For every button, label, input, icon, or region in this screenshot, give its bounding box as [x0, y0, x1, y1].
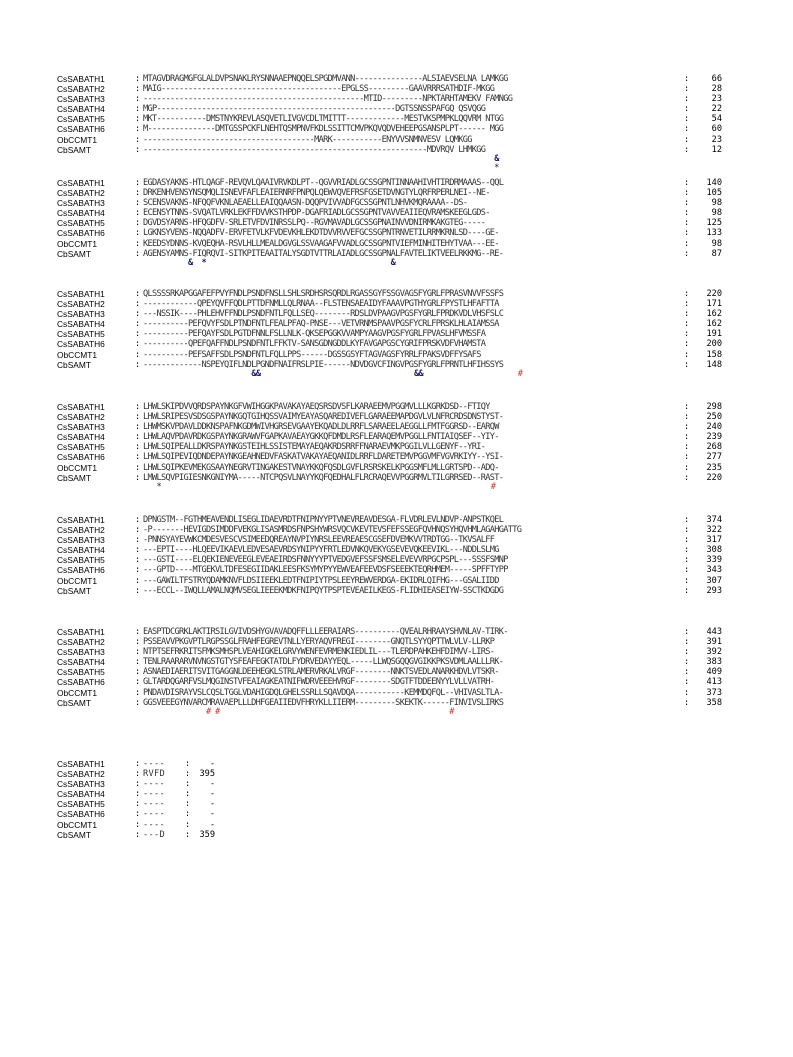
separator: : — [135, 647, 141, 658]
residue-count: 307 — [706, 575, 722, 586]
residue-count: 240 — [706, 422, 722, 433]
separator: : — [135, 697, 141, 708]
separator: : — [135, 198, 141, 209]
separator: : — [135, 535, 141, 546]
residue-count: 220 — [706, 472, 722, 483]
sequence-text: PSSEAVVPKGVPTLRGPSSGLFRAHFEGREVTNLLYERYAQVFREGI--------GNQTLSYYQPTTWLVLV-LLRKP — [143, 637, 495, 648]
sequence-text: LHWLSQIPEALLDKRSPAYNKGSTEIHLSSISTEMAYAEQAKRDSRRFFNARAEVMKPGGILVLLGENYF--YRI- — [143, 442, 486, 453]
sequence-name: CsSABATH2 — [57, 525, 105, 536]
separator: : — [135, 759, 141, 769]
sequence-name: CsSABATH3 — [57, 647, 105, 658]
sequence-name: CsSABATH1 — [57, 759, 105, 769]
sequence-text: ASNAEDIAERITSVITGAGGNLDEEHEGKLSTRLAMERVRKALVRGF--------NNKTSVEDLANARKHDVLVTSKR- — [143, 667, 499, 678]
separator: : — [684, 198, 690, 209]
sequence-name: CsSABATH1 — [57, 178, 105, 188]
sequence-text: DGVDSYARNS-HFQGDFV-SRLETVFDVINRSSLPQ--RGVMAVADLGCSSGPNAINVVDNIRMKAKGTEG----- — [143, 218, 486, 229]
separator: : — [135, 134, 141, 145]
sequence-text: MTAGVDRAGMGFGLALDVPSNAKLRYSNNAAEPNQQELSPGDMVANN---------------ALSIAEVSELNA LAMKGG — [143, 74, 508, 84]
sequence-text: GGSVEEEGYNVARCMRAVAEPLLLDHFGEAIIEDVFHRYKLLIIERM---------SKEKTK------FINVIVSLIRKS — [143, 697, 504, 708]
residue-count: 191 — [706, 329, 722, 340]
separator: : — [684, 114, 690, 125]
separator: : — [684, 687, 690, 698]
sequence-name: CsSABATH5 — [57, 555, 105, 566]
sequence-text: GLTARDQGARFVSLMQGINSTVFEAIAGKEATNIFWDRVEEEHVRGF--------SDGTFTDDEENYYLVLLVATRH- — [143, 677, 495, 688]
separator: : — [135, 144, 141, 155]
residue-count: 343 — [706, 565, 722, 576]
residue-count: 60 — [711, 124, 722, 135]
separator: : — [135, 248, 141, 259]
sequence-text: PNDAVDISRAYVSLCQSLTGGLVDAHIGDQLGHELSSRLLSQAVDQA-----------KEMMDQFQL--VHIVASLTLA- — [143, 687, 504, 698]
separator: : — [185, 779, 191, 790]
separator: : — [684, 575, 690, 586]
separator: : — [684, 432, 690, 443]
residue-count: 23 — [711, 94, 722, 105]
separator: : — [684, 349, 690, 360]
separator: : — [185, 789, 191, 800]
sequence-name: ObCCMT1 — [57, 349, 98, 360]
sequence-text: ---D — [143, 829, 165, 840]
separator: : — [684, 218, 690, 229]
sequence-text: KEEDSYDNNS-KVQEQHA-RSVLHLLMEALDGVGLSSVAAGAFVVADLGCSSGPNTVIEFMINHITEHYTVAA---EE- — [143, 238, 499, 249]
separator: : — [135, 545, 141, 556]
separator: : — [684, 188, 690, 199]
separator: : — [684, 289, 690, 299]
separator: : — [135, 74, 141, 84]
separator: : — [684, 677, 690, 688]
residue-count: 268 — [706, 442, 722, 453]
conservation-mark: & — [143, 153, 499, 164]
separator: : — [135, 779, 141, 790]
sequence-name: CbSAMT — [57, 248, 91, 259]
sequence-name: CsSABATH3 — [57, 94, 105, 105]
residue-count: - — [209, 779, 215, 790]
separator: : — [135, 359, 141, 370]
sequence-name: CsSABATH2 — [57, 299, 105, 310]
residue-count: 200 — [706, 339, 722, 350]
sequence-text: LHWLAQVPDAVRDKGSPAYNKGRAWVFGAPKAVAEAYGKKQFDMDLRSFLEARAQEMVPGGLLFNTIAIQSEF--YIY- — [143, 432, 499, 443]
separator: : — [684, 555, 690, 566]
separator: : — [135, 329, 141, 340]
separator: : — [135, 94, 141, 105]
separator: : — [135, 422, 141, 433]
sequence-text: LHWLSQIPEVIQDNDEPAYNKGEAHNEDVFASKATVAKAYAEQANIDLRRFLDARETEMVPGGVMFVGVRKIYY--YSI- — [143, 452, 504, 463]
separator: : — [135, 462, 141, 473]
sequence-name: ObCCMT1 — [57, 687, 98, 698]
residue-count: - — [209, 759, 215, 769]
sequence-text: DPNGSTM--FGTHMEAVENDLISEGLIDAEVRDTFNIPNYYPTVNEVREAVDESGA-FLVDRLEVLNDVP-ANPSTKQEL — [143, 515, 504, 525]
residue-count: 383 — [706, 657, 722, 668]
residue-count: 22 — [711, 104, 722, 115]
residue-count: 308 — [706, 545, 722, 556]
residue-count: 133 — [706, 228, 722, 239]
separator: : — [684, 627, 690, 637]
separator: : — [684, 329, 690, 340]
sequence-text: LMWLSQVPIGIESNKGNIYMA-----NTCPQSVLNAYYKQFQEDHALFLRCRAQEVVPGGRMVLTILGRRSED--RAST- — [143, 472, 504, 483]
sequence-text: ------------QPEYQVFFQDLPTTDFNMLLQLRNAA--FLSTENSAEAIDYFAAAVPGTHYGRLFPYSTLHFAFTTA — [143, 299, 499, 310]
sequence-text: ----------QPEFQAFFNDLPSNDFNTLFFKTV-SANSGDNGDDLKYFAVGAPGSCYGRIFPRSKVDFVHAMSTA — [143, 339, 486, 350]
residue-count: 293 — [706, 585, 722, 596]
sequence-name: CsSABATH6 — [57, 452, 105, 463]
separator: : — [684, 545, 690, 556]
separator: : — [684, 309, 690, 320]
sequence-text: TENLRAARARVNVNGSTGTYSFEAFEGKTATDLFYDRVEDAYYEQL-----LLWQSGQQGVGIKKPKSVDMLAALLLRK- — [143, 657, 504, 668]
sequence-name: CsSABATH3 — [57, 198, 105, 209]
separator: : — [135, 829, 141, 840]
sequence-text: LHWMSKVPDAVLDDKNSPAFNKGDMWIVHGRSEVGAAYEKQADLDLRRFLSARAEELAEGGLLFMTFGGRSD--EARQW — [143, 422, 499, 433]
sequence-text: ---EPTI----HLQEEVIKAEVLEDVESAEVRDSYNIPYYFRTLEDVNKQVEKYGSEVEVQKEEVIKL---NDDLSLMG — [143, 545, 499, 556]
sequence-text: ---- — [143, 779, 165, 790]
residue-count: 54 — [711, 114, 722, 125]
sequence-text: EASPTDCGRKLAKTIRSILGVIVDSHYGVAVADQFFLLLEERAIARS----------QVEALRHRAAYSHVNLAV-TIRK- — [143, 627, 508, 637]
sequence-name: CsSABATH6 — [57, 565, 105, 576]
separator: : — [135, 208, 141, 219]
residue-count: 413 — [706, 677, 722, 688]
sequence-name: CsSABATH5 — [57, 114, 105, 125]
separator: : — [684, 515, 690, 525]
separator: : — [185, 769, 191, 780]
separator: : — [135, 114, 141, 125]
sequence-name: CsSABATH2 — [57, 412, 105, 423]
sequence-text: --------------------------------------MARK-----------ENYVVSNMNVESV LQMKGG — [143, 134, 472, 145]
separator: : — [135, 124, 141, 135]
residue-count: 317 — [706, 535, 722, 546]
residue-count: 358 — [706, 697, 722, 708]
separator: : — [135, 627, 141, 637]
separator: : — [135, 575, 141, 586]
separator: : — [135, 585, 141, 596]
separator: : — [185, 809, 191, 820]
sequence-name: CsSABATH4 — [57, 104, 105, 115]
sequence-name: CbSAMT — [57, 472, 91, 483]
separator: : — [684, 339, 690, 350]
sequence-name: CsSABATH3 — [57, 535, 105, 546]
sequence-name: CsSABATH5 — [57, 329, 105, 340]
separator: : — [684, 319, 690, 330]
sequence-text: ---- — [143, 809, 165, 820]
separator: : — [135, 299, 141, 310]
sequence-text: LGKNSYVENS-NQQADFV-ERVFETVLKFVDEVKHLEKDTDVVRVVEFGCSSGPNTRNVETILRRMKRNLSD----GE- — [143, 228, 499, 239]
separator: : — [684, 647, 690, 658]
sequence-text: ---ECCL--IWQLLAMALNQMVSEGLIEEEKMDKFNIPQYTPSPTEVEAEILKEGS-FLIDHIEASEIYW-SSCTKDGDG — [143, 585, 504, 596]
separator: : — [684, 452, 690, 463]
sequence-text: ---NSSIK----PHLEHVFFNDLPSNDFNTLFQLLSEQ--------RDSLDVPAAGVPGSFYGRLFPRDKVDLVHSFSLC — [143, 309, 504, 320]
separator: : — [135, 178, 141, 188]
sequence-text: -P-------HEVIGDSIMDDFVEKGLISASMRDSFNPSHYWRSVQCVKEVTEVSFEFSSEGFQVHNQSYHQVHMLAGAHGATTG — [143, 525, 522, 536]
sequence-name: CsSABATH4 — [57, 319, 105, 330]
conservation-mark: * — [143, 162, 499, 173]
sequence-text: EGDASYAKNS-HTLQAGF-REVQVLQAAIVRVKDLPT--QGVVRIADLGCSSGPNTINNAAHIVHTIRDRMAAAS--QQL — [143, 178, 504, 188]
sequence-name: CsSABATH1 — [57, 515, 105, 525]
residue-count: 443 — [706, 627, 722, 637]
separator: : — [135, 104, 141, 115]
residue-count: 98 — [711, 198, 722, 209]
sequence-name: CsSABATH6 — [57, 809, 105, 820]
residue-count: 373 — [706, 687, 722, 698]
separator: : — [135, 84, 141, 95]
sequence-name: CsSABATH3 — [57, 779, 105, 790]
sequence-text: ---GSTI----ELQEKIENEVEEGLEVEAEIRDSFNNYYYPTVEDGVEFSSFSMSELEVEVVRPGCPSPL---SSSFSMNP — [143, 555, 508, 566]
residue-count: 125 — [706, 218, 722, 229]
residue-count: 239 — [706, 432, 722, 443]
separator: : — [135, 218, 141, 229]
sequence-name: CsSABATH2 — [57, 769, 105, 780]
sequence-text: LHWLSQIPKEVMEKGSAAYNEGRVTINGAKESTVNAYKKQFQSDLGVFLRSRSKELKPGGSMFLMLLGRTSPD--ADQ- — [143, 462, 499, 473]
sequence-name: CsSABATH6 — [57, 124, 105, 135]
sequence-text: ---GPTD----MTGEKVLTDFESEGIIDAKLEESFKSYMYPYYEWVEAFEEVDSFSEEEKTEQRHMEM-----SPFFTYPP — [143, 565, 508, 576]
separator: : — [684, 442, 690, 453]
sequence-text: ---- — [143, 819, 165, 830]
separator: : — [684, 637, 690, 648]
separator: : — [684, 525, 690, 536]
sequence-text: -------------------------------------------------MTID---------NPKTARHTAMEKV FAMNGG — [143, 94, 513, 105]
separator: : — [135, 789, 141, 800]
sequence-text: MGP-----------------------------------------------------DGTSSNSSPAFGQ QSVQGG — [143, 104, 486, 115]
separator: : — [135, 657, 141, 668]
residue-count: 105 — [706, 188, 722, 199]
separator: : — [135, 349, 141, 360]
separator: : — [684, 208, 690, 219]
sequence-name: CsSABATH4 — [57, 657, 105, 668]
sequence-name: CsSABATH4 — [57, 432, 105, 443]
separator: : — [684, 94, 690, 105]
sequence-name: CsSABATH5 — [57, 442, 105, 453]
separator: : — [135, 677, 141, 688]
residue-count: 220 — [706, 289, 722, 299]
sequence-name: CsSABATH2 — [57, 637, 105, 648]
separator: : — [135, 339, 141, 350]
separator: : — [135, 667, 141, 678]
separator: : — [185, 759, 191, 769]
separator: : — [684, 228, 690, 239]
separator: : — [684, 535, 690, 546]
sequence-name: CbSAMT — [57, 585, 91, 596]
separator: : — [684, 472, 690, 483]
sequence-name: CsSABATH5 — [57, 218, 105, 229]
sequence-name: CsSABATH5 — [57, 799, 105, 810]
separator: : — [684, 104, 690, 115]
separator: : — [684, 238, 690, 249]
sequence-name: CsSABATH3 — [57, 422, 105, 433]
separator: : — [135, 432, 141, 443]
sequence-name: ObCCMT1 — [57, 819, 98, 830]
sequence-text: ---------------------------------------------------------------MDVRQV LHMKGG — [143, 144, 486, 155]
separator: : — [684, 359, 690, 370]
sequence-name: CsSABATH2 — [57, 84, 105, 95]
residue-count: - — [209, 809, 215, 820]
residue-count: 140 — [706, 178, 722, 188]
sequence-name: CsSABATH1 — [57, 289, 105, 299]
sequence-name: ObCCMT1 — [57, 238, 98, 249]
separator: : — [684, 299, 690, 310]
separator: : — [684, 248, 690, 259]
sequence-name: CbSAMT — [57, 829, 91, 840]
conservation-mark: * # — [156, 481, 496, 492]
conservation-mark: # # # — [143, 706, 454, 717]
sequence-name: CsSABATH6 — [57, 339, 105, 350]
residue-count: 98 — [711, 238, 722, 249]
residue-count: 322 — [706, 525, 722, 536]
residue-count: 250 — [706, 412, 722, 423]
residue-count: 298 — [706, 402, 722, 412]
sequence-name: CsSABATH5 — [57, 667, 105, 678]
sequence-text: ECENSYTNNS-SVQATLVRKLEKFFDVVKSTHPDP-DGAFRIADLGCSSGPNTVAVVEAIIEQVRAMSKEEGLGDS- — [143, 208, 490, 219]
separator: : — [135, 412, 141, 423]
separator: : — [135, 402, 141, 412]
residue-count: 87 — [711, 248, 722, 259]
sequence-text: ---- — [143, 789, 165, 800]
residue-count: 391 — [706, 637, 722, 648]
residue-count: 171 — [706, 299, 722, 310]
sequence-name: CsSABATH3 — [57, 309, 105, 320]
sequence-text: -PNNSYAYEVWKCMDESVESCVSIMEEDQREAYNVPIYNRSLEEVREAESCGSEFDVEMKVVTRDTGG--TKVSALFF — [143, 535, 495, 546]
residue-count: 395 — [199, 769, 215, 780]
residue-count: 66 — [711, 74, 722, 84]
sequence-text: ----------PEFSAFFSDLPSNDFNTLFQLLPPS------DGSSGSYFTAGVAGSFYRRLFPAKSVDFFYSAFS — [143, 349, 481, 360]
sequence-name: ObCCMT1 — [57, 134, 98, 145]
separator: : — [135, 809, 141, 820]
separator: : — [684, 84, 690, 95]
sequence-name: ObCCMT1 — [57, 462, 98, 473]
sequence-name: CsSABATH1 — [57, 627, 105, 637]
residue-count: 374 — [706, 515, 722, 525]
sequence-name: CsSABATH6 — [57, 228, 105, 239]
sequence-text: LHWLSRIPESVSDSGSPAYNKGQTGIHQSSVAIMYEAYASQAREDIVEFLGARAEEMAPDGVLVLNFRCRDSDNSTYST- — [143, 412, 504, 423]
residue-count: 162 — [706, 319, 722, 330]
separator: : — [135, 637, 141, 648]
sequence-name: CbSAMT — [57, 359, 91, 370]
residue-count: 339 — [706, 555, 722, 566]
separator: : — [684, 565, 690, 576]
sequence-text: QLSSSSRKAPGGAFEFPVYFNDLPSNDFNSLLSHLSRDHSRSQRDLRGASSGYFSSGVAGSFYGRLFPRASVNVVFSSFS — [143, 289, 504, 299]
separator: : — [684, 412, 690, 423]
separator: : — [684, 422, 690, 433]
sequence-name: CsSABATH1 — [57, 402, 105, 412]
separator: : — [135, 309, 141, 320]
separator: : — [135, 442, 141, 453]
separator: : — [684, 124, 690, 135]
sequence-text: ----------PEFQAYFSDLPGTDFNNLFSLLNLK-QKSEPGGKVVAMPYAAGVPGSFYGRLFPVASLHFVMSSFA — [143, 329, 486, 340]
separator: : — [684, 144, 690, 155]
residue-count: - — [209, 789, 215, 800]
separator: : — [135, 319, 141, 330]
separator: : — [135, 238, 141, 249]
sequence-text: RVFD — [143, 769, 165, 780]
separator: : — [684, 657, 690, 668]
residue-count: 98 — [711, 208, 722, 219]
sequence-text: AGENSYAMNS-FIQRQVI-SITKPITEAAITALYSGDTVTTRLAIADLGCSSGPNALFAVTELIKTVEELRKKMG--RE- — [143, 248, 504, 259]
sequence-text: -------------NSPEYQIFLNDLPGNDFNAIFRSLPIE------NDVDGVCFINGVPGSFYGRLFPRNTLHFIHSSYS — [143, 359, 504, 370]
sequence-name: CsSABATH1 — [57, 74, 105, 84]
sequence-text: MKT-----------DMSTNYKREVLASQVETLIVGVCDLTMITTT-------------MESTVKSPMPKLQQVRM NTGG — [143, 114, 504, 125]
separator: : — [135, 555, 141, 566]
separator: : — [185, 819, 191, 830]
residue-count: 359 — [199, 829, 215, 840]
separator: : — [135, 289, 141, 299]
separator: : — [684, 134, 690, 145]
separator: : — [684, 667, 690, 678]
sequence-name: CsSABATH4 — [57, 545, 105, 556]
separator: : — [135, 769, 141, 780]
separator: : — [135, 525, 141, 536]
separator: : — [684, 697, 690, 708]
sequence-name: CsSABATH2 — [57, 188, 105, 199]
separator: : — [684, 402, 690, 412]
separator: : — [684, 462, 690, 473]
residue-count: 235 — [706, 462, 722, 473]
sequence-name: CsSABATH6 — [57, 677, 105, 688]
separator: : — [135, 452, 141, 463]
residue-count: 148 — [706, 359, 722, 370]
sequence-text: M---------------DMTGSSPCKFLNEHTQSMPNVFKDLSSITTCMVPKQVQDVEHEEPGSANSPLPT------ MGG — [143, 124, 504, 135]
sequence-text: NTPTSEFRKRITSFMKSMHSPLVEAHIGKELGRVYWENFEVRMENKIEDLIL---TLERDPAHKEHFDIMVV-LIRS- — [143, 647, 495, 658]
separator: : — [684, 178, 690, 188]
residue-count: 158 — [706, 349, 722, 360]
residue-count: - — [209, 799, 215, 810]
separator: : — [684, 74, 690, 84]
conservation-mark: & * & — [143, 257, 396, 268]
residue-count: 12 — [711, 144, 722, 155]
separator: : — [684, 585, 690, 596]
residue-count: 162 — [706, 309, 722, 320]
sequence-name: CsSABATH4 — [57, 208, 105, 219]
residue-count: 277 — [706, 452, 722, 463]
residue-count: - — [209, 819, 215, 830]
sequence-text: ---GAWILTFSTRYQDAMKNVFLDSIIEEKLEDTFNIPIYTPSLEEYREWVERDGA-EKIDRLQIFHG---GSALIIDD — [143, 575, 499, 586]
sequence-name: CbSAMT — [57, 697, 91, 708]
sequence-name: ObCCMT1 — [57, 575, 98, 586]
residue-count: 409 — [706, 667, 722, 678]
separator: : — [185, 799, 191, 810]
sequence-text: ----------PEFQVYFSDLPTNDFNTLFEALPFAQ-PNSE---VETVRNMSPAAVPGSFYCRLFPRSKLHLAIAMSSA — [143, 319, 499, 330]
separator: : — [185, 829, 191, 840]
separator: : — [135, 687, 141, 698]
sequence-text: DRKENHVENSYNSQMQLISNEVFAFLEAIERNRFPNPQLQEWVQVEFRSFGSETDVNGTYLQRFRPERLNEI--NE- — [143, 188, 490, 199]
sequence-name: CsSABATH4 — [57, 789, 105, 800]
separator: : — [135, 228, 141, 239]
conservation-mark: && && # — [251, 368, 523, 379]
sequence-text: MAIG----------------------------------------EPGLSS---------GAAVRRRSATHDIF-MKGG — [143, 84, 495, 95]
residue-count: 23 — [711, 134, 722, 145]
sequence-text: ---- — [143, 799, 165, 810]
separator: : — [135, 799, 141, 810]
sequence-text: ---- — [143, 759, 165, 769]
sequence-text: SCENSVAKNS-NFQQFVKNLAEAELLEAIQQAASN-DQQPVIVVADFGCSSGPNTLNHVKMQRAAAA--DS- — [143, 198, 468, 209]
separator: : — [135, 188, 141, 199]
sequence-text: LHWLSKIPDVVQRDSPAYNKGFVWIHGGKPAVAKAYAEQSRSDVSFLKARAEEMVPGGMVLLLKGRKDSD--FTIQY — [143, 402, 490, 412]
sequence-name: CbSAMT — [57, 144, 91, 155]
separator: : — [135, 515, 141, 525]
separator: : — [135, 565, 141, 576]
residue-count: 392 — [706, 647, 722, 658]
separator: : — [135, 819, 141, 830]
separator: : — [135, 472, 141, 483]
residue-count: 28 — [711, 84, 722, 95]
